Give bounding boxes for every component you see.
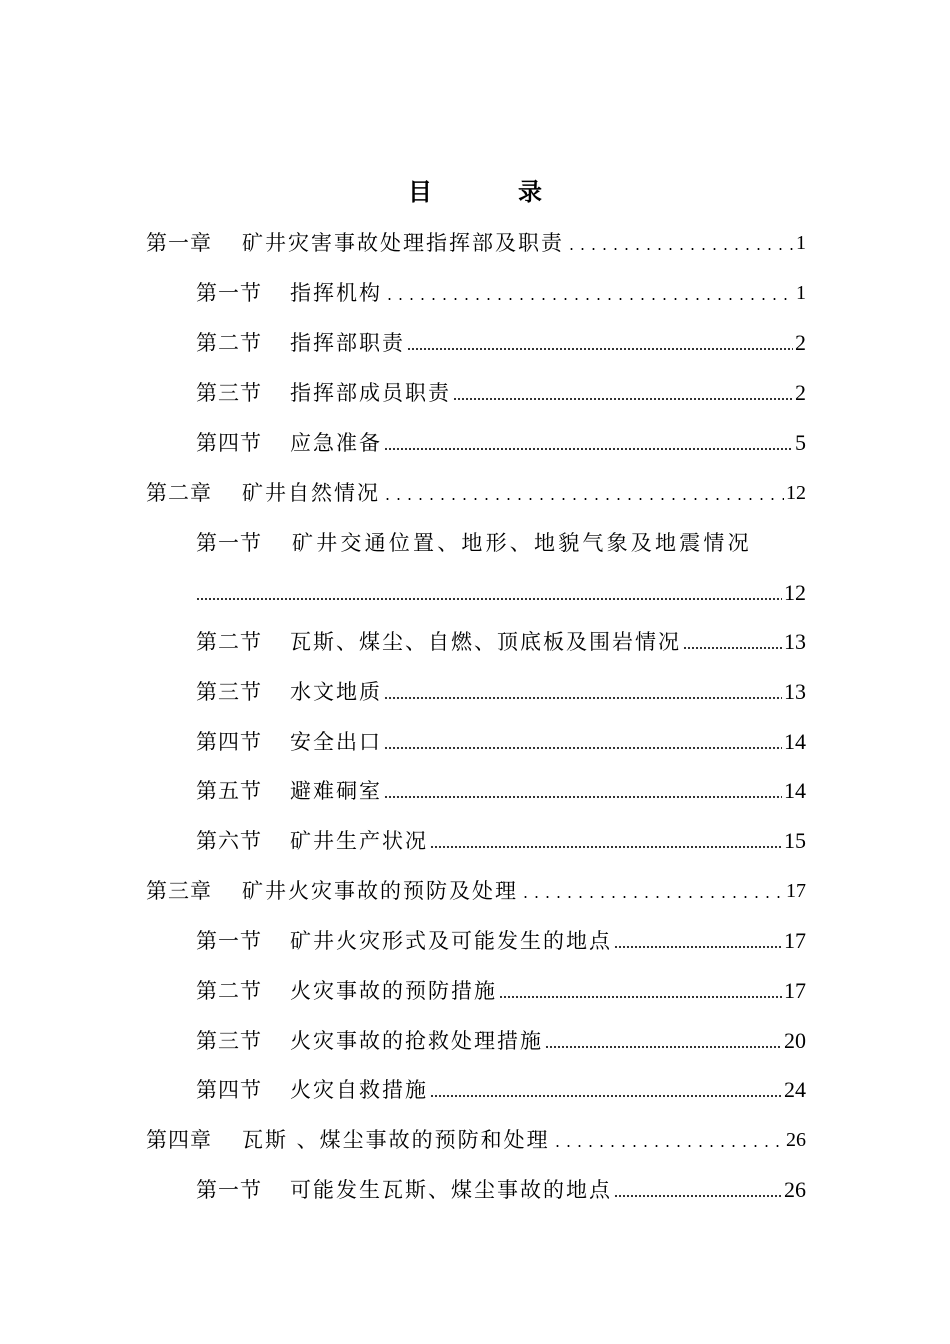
toc-entry-section[interactable] [196,276,806,310]
toc-entry-page: 2 [795,380,806,405]
toc-title-char-2: 录 [518,177,542,206]
toc-entry-page: 1 [796,282,806,304]
toc-entry-page: 26 [784,1177,806,1202]
toc-entry-label: 第三节 [196,680,262,704]
toc-entry-chapter-1[interactable] [146,226,806,260]
dot-leader [453,397,793,401]
toc-entry-section[interactable] [196,326,806,360]
toc-entry-section[interactable] [196,376,806,410]
dot-leader [407,347,793,351]
toc-entry-heading: 火灾事故的预防措施 [290,979,497,1003]
toc-entry-heading: 水文地质 [290,680,382,704]
dot-leader [384,696,782,700]
toc-entry-heading: 避难硐室 [290,779,382,803]
toc-entry-page: 14 [784,778,806,803]
toc-entry-heading: 瓦斯、煤尘、自燃、顶底板及围岩情况 [290,630,681,654]
toc-entry-page: 13 [784,679,806,704]
toc-entry-heading: 矿井自然情况 [242,481,380,505]
dot-leader [384,297,794,301]
toc-entry-heading: 矿井生产状况 [290,829,428,853]
toc-entry-heading: 矿井火灾事故的预防及处理 [242,879,518,903]
toc-entry-label: 第一节 [196,281,262,305]
toc-entry-label: 第三章 [146,879,212,903]
toc-entry-heading: 矿井交通位置、地形、地貌气象及地震情况 [292,531,752,555]
dot-leader [552,1144,784,1148]
toc-entry-chapter-2[interactable] [146,476,806,510]
toc-entry-heading: 矿井灾害事故处理指挥部及职责 [242,231,564,255]
toc-entry-section[interactable] [196,1173,806,1207]
toc-entry-heading: 火灾事故的抢救处理措施 [290,1029,543,1053]
toc-entry-page: 15 [784,828,806,853]
toc-title [0,172,950,207]
toc-entry-label: 第一节 [196,1178,262,1202]
dot-leader [430,845,782,849]
dot-leader [614,1194,782,1198]
toc-entry-label: 第四节 [196,730,262,754]
toc-entry-heading: 指挥部职责 [290,331,405,355]
toc-entry-page: 26 [786,1129,806,1151]
dot-leader [683,646,782,650]
dot-leader [430,1094,782,1098]
dot-leader [499,995,782,999]
toc-entry-label: 第六节 [196,829,262,853]
toc-entry-page: 1 [796,232,806,254]
toc-entry-label: 第三节 [196,1029,262,1053]
dot-leader [382,497,784,501]
toc-entry-section[interactable] [196,675,806,709]
dot-leader [384,795,782,799]
toc-entry-label: 第三节 [196,381,262,405]
toc-entry-section[interactable] [196,1073,806,1107]
dot-leader [545,1045,782,1049]
toc-entry-section[interactable] [196,426,806,460]
toc-entry-page: 17 [784,978,806,1003]
dot-leader [196,597,782,601]
toc-entry-section[interactable] [196,625,806,659]
toc-entry-page: 24 [784,1077,806,1102]
toc-entry-chapter-4[interactable] [146,1123,806,1157]
toc-entry-page: 5 [795,430,806,455]
toc-entry-page: 12 [786,482,806,504]
toc-entry-heading: 火灾自救措施 [290,1078,428,1102]
toc-entry-section[interactable] [196,774,806,808]
toc-entry-page: 12 [784,580,806,605]
toc-entry-heading: 安全出口 [290,730,382,754]
toc-entry-label: 第二节 [196,331,262,355]
toc-entry-chapter-3[interactable] [146,874,806,908]
toc-entry-heading: 矿井火灾形式及可能发生的地点 [290,929,612,953]
toc-entry-label: 第二节 [196,979,262,1003]
toc-entry-page: 2 [795,330,806,355]
toc-entry-heading: 指挥部成员职责 [290,381,451,405]
dot-leader [520,895,784,899]
toc-entry-label: 第一章 [146,231,212,255]
toc-entry-heading: 指挥机构 [290,281,382,305]
toc-entry-label: 第二章 [146,481,212,505]
toc-entry-page: 13 [784,629,806,654]
toc-entry-page: 20 [784,1028,806,1053]
dot-leader [566,247,794,251]
toc-entry-page: 17 [784,928,806,953]
toc-entry-label: 第四章 [146,1128,212,1152]
toc-entry-section[interactable] [196,725,806,759]
toc-entry-heading: 应急准备 [290,431,382,455]
toc-entry-section[interactable] [196,974,806,1008]
toc-entry-section[interactable] [196,526,806,610]
toc-entry-page: 17 [786,880,806,902]
dot-leader [614,945,782,949]
toc-entry-section[interactable] [196,824,806,858]
dot-leader [384,447,793,451]
toc-entry-page: 14 [784,729,806,754]
toc-entry-heading: 瓦斯 、煤尘事故的预防和处理 [242,1128,550,1152]
toc-entry-label: 第二节 [196,630,262,654]
toc-entry-section[interactable] [196,924,806,958]
toc-entry-label: 第五节 [196,779,262,803]
toc-entry-section[interactable] [196,1024,806,1058]
toc-entry-label: 第四节 [196,1078,262,1102]
toc-title-char-1: 目 [408,177,432,206]
dot-leader [384,746,782,750]
toc-entry-label: 第四节 [196,431,262,455]
toc-entry-label: 第一节 [196,531,262,555]
toc-entry-label: 第一节 [196,929,262,953]
toc-entry-heading: 可能发生瓦斯、煤尘事故的地点 [290,1178,612,1202]
